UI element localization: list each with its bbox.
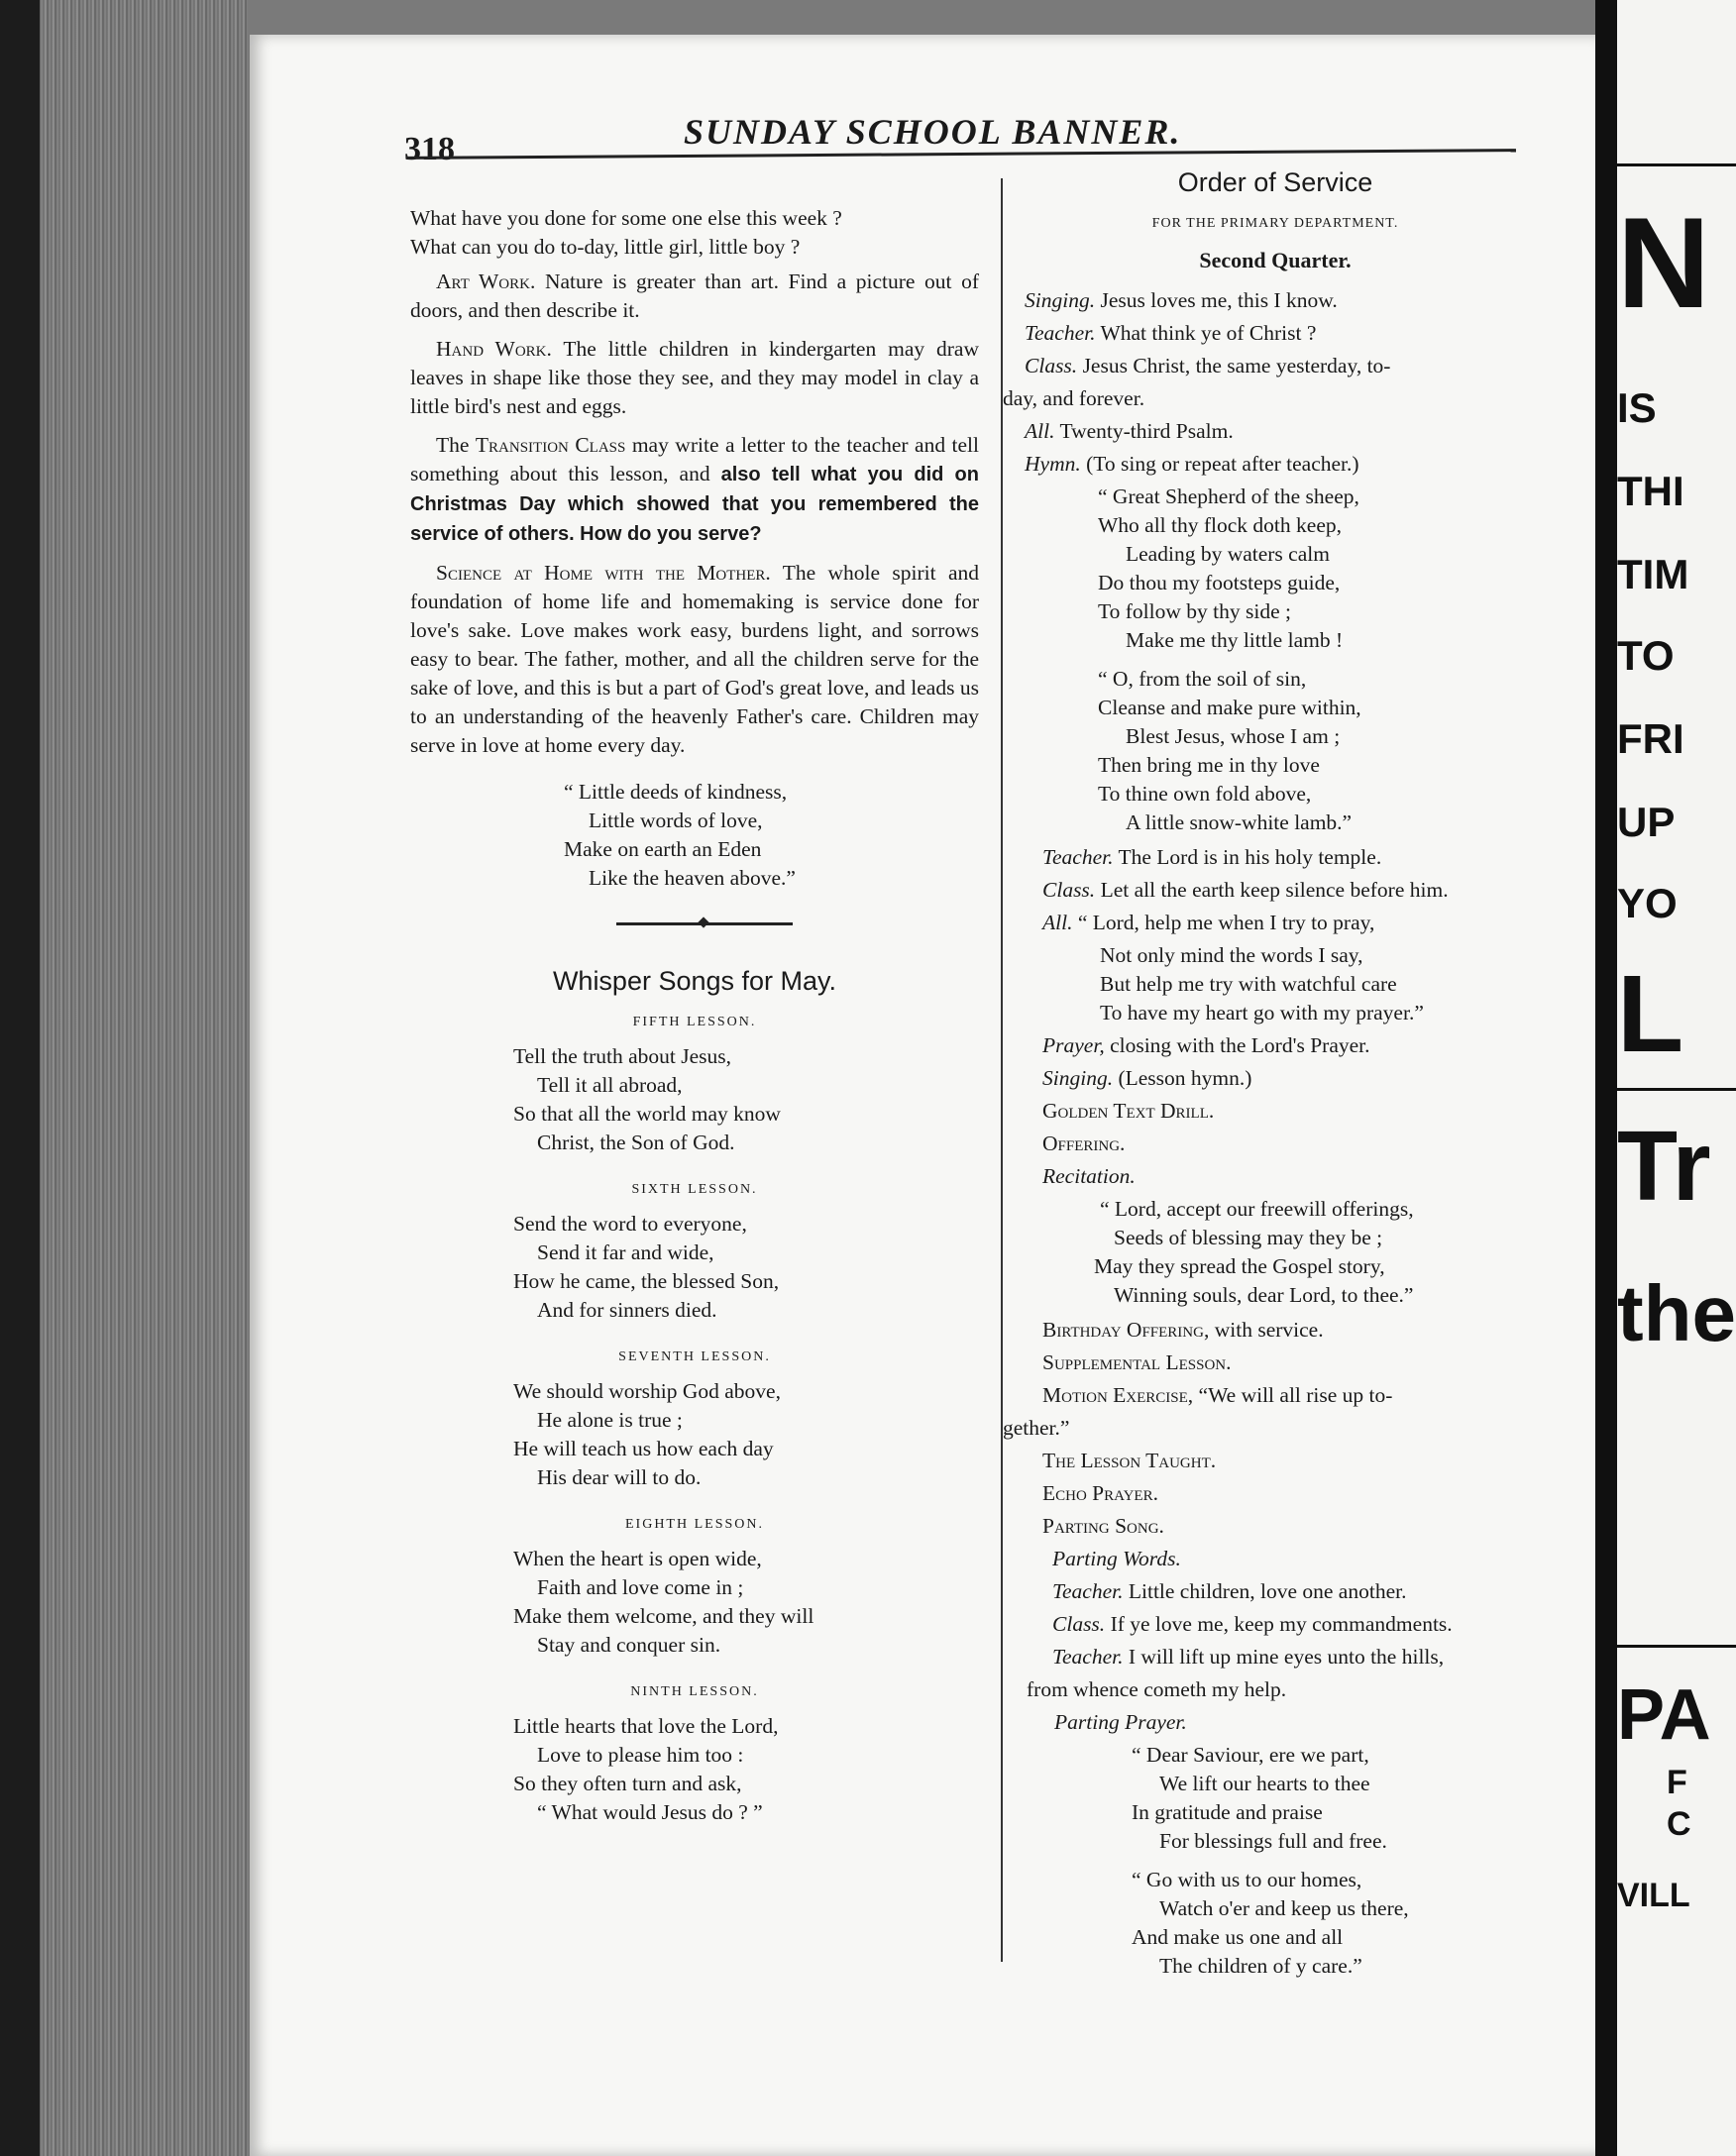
hymn-line: Cleanse and make pure within, <box>1098 696 1361 719</box>
lesson-line: So they often turn and ask, <box>513 1772 742 1795</box>
next-page-text: VILL <box>1617 1877 1690 1914</box>
role-label: All. <box>1042 911 1073 934</box>
next-page-text: THI <box>1617 468 1684 514</box>
hymn-line: Then bring me in thy love <box>1098 753 1320 777</box>
line-text: Little children, love one another. <box>1123 1579 1407 1603</box>
left-column <box>410 204 979 1827</box>
lesson-line: Christ, the Son of God. <box>537 1131 735 1154</box>
lesson-line: How he came, the blessed Son, <box>513 1269 780 1293</box>
line-text: Twenty-third Psalm. <box>1054 419 1234 443</box>
hymn-line: A little snow-white lamb.” <box>1126 810 1353 834</box>
art-work-paragraph <box>410 268 979 325</box>
prayer-line: To have my heart go with my prayer.” <box>1100 1001 1424 1024</box>
service-line <box>1003 876 1548 905</box>
poem-line: Little words of love, <box>589 808 763 832</box>
role-label: Teacher. <box>1052 1645 1124 1669</box>
lesson-line: He will teach us how each day <box>513 1437 774 1460</box>
line-text: Jesus loves me, this I know. <box>1095 288 1338 312</box>
parting-prayer-line: In gratitude and praise <box>1132 1800 1323 1824</box>
service-line <box>1003 417 1548 446</box>
transition-class-paragraph <box>410 431 979 549</box>
role-label: All. <box>1025 419 1055 443</box>
lesson-eighth <box>410 1510 979 1660</box>
hymn-line: Make me thy little lamb ! <box>1126 628 1344 652</box>
role-label: Singing. <box>1042 1066 1114 1090</box>
lesson-seventh <box>410 1343 979 1492</box>
lesson-fifth <box>410 1008 979 1157</box>
next-page-text: N <box>1617 190 1710 335</box>
service-line <box>1003 352 1548 380</box>
lesson-sixth <box>410 1175 979 1325</box>
role-label: Teacher. <box>1025 321 1096 345</box>
offering: Offering. <box>1042 1132 1126 1155</box>
service-line <box>1003 286 1548 315</box>
next-page-text: L <box>1617 953 1684 1075</box>
next-page-text: C <box>1667 1805 1691 1843</box>
kindness-poem <box>410 778 979 893</box>
intro-line: What have you done for some one else this week ? <box>410 206 842 230</box>
next-page-text: PA <box>1617 1675 1711 1755</box>
lesson-line: Stay and conquer sin. <box>537 1633 721 1657</box>
recitation-line: Seeds of blessing may they be ; <box>1114 1226 1383 1249</box>
line-text: with service. <box>1209 1318 1324 1342</box>
service-line <box>1003 1316 1548 1345</box>
lesson-line: So that all the world may know <box>513 1102 781 1126</box>
hand-work-label: Hand Work. <box>436 337 552 361</box>
lesson-line: Tell the truth about Jesus, <box>513 1044 732 1068</box>
service-line <box>1003 319 1548 348</box>
hymn-line: “ O, from the soil of sin, <box>1098 667 1307 691</box>
line-text: “We will all rise up to- <box>1193 1383 1393 1407</box>
parting-prayer-line: And make us one and all <box>1132 1925 1344 1949</box>
hymn-line: Leading by waters calm <box>1126 542 1330 566</box>
lesson-taught: The Lesson Taught. <box>1042 1449 1217 1472</box>
role-label: Singing. <box>1025 288 1096 312</box>
parting-prayer-line: “ Dear Saviour, ere we part, <box>1132 1743 1369 1767</box>
parting-words: Parting Words. <box>1052 1547 1181 1570</box>
line-text: Jesus Christ, the same yesterday, to- <box>1077 354 1391 377</box>
line-text: closing with the Lord's Prayer. <box>1104 1033 1370 1057</box>
line-text: (Lesson hymn.) <box>1113 1066 1252 1090</box>
recitation-label: Recitation. <box>1042 1164 1136 1188</box>
line-text: If ye love me, keep my commandments. <box>1105 1612 1453 1636</box>
service-line <box>1003 1381 1548 1410</box>
prayer-line: Not only mind the words I say, <box>1100 943 1363 967</box>
role-label: Prayer, <box>1042 1033 1105 1057</box>
line-text: I will lift up mine eyes unto the hills, <box>1123 1645 1445 1669</box>
role-label: Class. <box>1052 1612 1106 1636</box>
parting-prayer-line: “ Go with us to our homes, <box>1132 1868 1362 1891</box>
page-number: 318 <box>404 131 455 167</box>
hymn-verse-2 <box>1003 665 1548 837</box>
hymn-line: Blest Jesus, whose I am ; <box>1126 724 1341 748</box>
lesson-line: And for sinners died. <box>537 1298 717 1322</box>
adjacent-page <box>1617 0 1736 2156</box>
lesson-line: Send the word to everyone, <box>513 1212 747 1236</box>
parting-prayer-line: Watch o'er and keep us there, <box>1159 1896 1409 1920</box>
role-label: Birthday Offering, <box>1042 1318 1210 1342</box>
next-page-text: Tr <box>1617 1111 1711 1222</box>
parting-prayer-label: Parting Prayer. <box>1054 1710 1187 1734</box>
all-prayer-verse <box>1003 941 1548 1027</box>
service-line <box>1003 1577 1548 1606</box>
supplemental-lesson: Supplemental Lesson. <box>1042 1350 1232 1374</box>
recitation-verse <box>1003 1195 1548 1310</box>
service-line-cont: gether.” <box>1003 1416 1070 1440</box>
next-page-text: TIM <box>1617 551 1689 597</box>
lesson-line: Tell it all abroad, <box>537 1073 683 1097</box>
lesson-line: Love to please him too : <box>537 1743 744 1767</box>
service-line <box>1003 1643 1548 1671</box>
line-text: (To sing or repeat after teacher.) <box>1080 452 1359 476</box>
transition-pre: The <box>436 433 476 457</box>
parting-prayer-verse-2 <box>1003 1866 1548 1981</box>
line-text: What think ye of Christ ? <box>1095 321 1317 345</box>
lesson-heading: SEVENTH LESSON. <box>618 1349 771 1364</box>
lesson-heading: EIGHTH LESSON. <box>625 1517 764 1532</box>
poem-line: Like the heaven above.” <box>589 866 796 890</box>
transition-class-label: Transition Class <box>475 433 626 457</box>
echo-prayer: Echo Prayer. <box>1042 1481 1158 1505</box>
golden-text-drill: Golden Text Drill. <box>1042 1099 1215 1123</box>
order-of-service-title: Order of Service <box>1177 167 1373 197</box>
line-text: Let all the earth keep silence before him. <box>1095 878 1449 902</box>
line-text: “ Lord, help me when I try to pray, <box>1077 911 1375 934</box>
lesson-line: We should worship God above, <box>513 1379 781 1403</box>
role-label: Class. <box>1025 354 1078 377</box>
service-line <box>1003 843 1548 872</box>
parting-prayer-line: We lift our hearts to thee <box>1159 1772 1370 1795</box>
next-page-text: FRI <box>1617 715 1684 762</box>
next-page-rule <box>1617 1645 1736 1648</box>
next-page-text: F <box>1667 1764 1687 1801</box>
role-label: Hymn. <box>1025 452 1081 476</box>
service-line <box>1003 1610 1548 1639</box>
service-line <box>1003 450 1548 479</box>
service-line <box>1003 1064 1548 1093</box>
role-label: Motion Exercise, <box>1042 1383 1194 1407</box>
hymn-verse-1 <box>1003 483 1548 655</box>
book-cover-edge <box>0 0 40 2156</box>
lesson-line: “ What would Jesus do ? ” <box>537 1800 763 1824</box>
hymn-line: “ Great Shepherd of the sheep, <box>1098 485 1359 508</box>
recitation-line: “ Lord, accept our freewill offerings, <box>1100 1197 1414 1221</box>
parting-prayer-line: For blessings full and free. <box>1159 1829 1387 1853</box>
hand-work-text: The little children in kindergarten may draw leaves in shape like those they see, and they may model in clay a little bird's nest and eggs. <box>410 337 979 418</box>
art-work-label: Art Work. <box>436 270 536 293</box>
lesson-line: Faith and love come in ; <box>537 1575 744 1599</box>
service-line-cont: from whence cometh my help. <box>1027 1677 1287 1701</box>
science-label: Science at Home with the Mother. <box>436 561 771 585</box>
science-paragraph <box>410 559 979 760</box>
role-label: Teacher. <box>1042 845 1114 869</box>
order-subtitle: FOR THE PRIMARY DEPARTMENT. <box>1151 216 1399 231</box>
hymn-line: To thine own fold above, <box>1098 782 1312 806</box>
quarter-heading: Second Quarter. <box>1199 248 1352 272</box>
hymn-line: Who all thy flock doth keep, <box>1098 513 1342 537</box>
parting-prayer-verse-1 <box>1003 1741 1548 1856</box>
recitation-line: May they spread the Gospel story, <box>1094 1254 1385 1278</box>
lesson-line: His dear will to do. <box>537 1465 702 1489</box>
recitation-line: Winning souls, dear Lord, to thee.” <box>1114 1283 1414 1307</box>
role-label: Teacher. <box>1052 1579 1124 1603</box>
line-text: The Lord is in his holy temple. <box>1113 845 1382 869</box>
running-head: SUNDAY SCHOOL BANNER. <box>684 112 1182 152</box>
lesson-heading: FIFTH LESSON. <box>632 1015 757 1029</box>
next-page-rule <box>1617 163 1736 166</box>
next-page-text: IS <box>1617 384 1657 431</box>
parting-prayer-line: The children of y care.” <box>1159 1954 1362 1978</box>
art-work-text: Nature is greater than art. Find a picture out of doors, and then describe it. <box>410 270 980 322</box>
lesson-ninth <box>410 1677 979 1827</box>
book-gutter <box>1595 0 1617 2156</box>
transition-text: may write a letter to the teacher and tell something about this lesson, and <box>410 433 980 485</box>
lesson-heading: SIXTH LESSON. <box>631 1182 758 1197</box>
lesson-line: Little hearts that love the Lord, <box>513 1714 779 1738</box>
role-label: Class. <box>1042 878 1096 902</box>
service-line <box>1003 1031 1548 1060</box>
lesson-line: Send it far and wide, <box>537 1240 714 1264</box>
lesson-line: When the heart is open wide, <box>513 1547 762 1570</box>
poem-line: Make on earth an Eden <box>564 837 762 861</box>
service-line-cont: day, and forever. <box>1003 386 1145 410</box>
prayer-line: But help me try with watchful care <box>1100 972 1397 996</box>
lesson-heading: NINTH LESSON. <box>630 1684 759 1699</box>
intro-line: What can you do to-day, little girl, little boy ? <box>410 235 801 259</box>
science-text: The whole spirit and foundation of home life and homemaking is service done for love's sake. Love makes work easy, burdens light, and sorrows easy to bear. The father, mother, and all the children serve for the sake of love, and this is but a part of God's great love, and leads us to an understanding of the heavenly Father's care. Children may serve in love at home every day. <box>410 561 979 757</box>
lesson-line: He alone is true ; <box>537 1408 683 1432</box>
right-column <box>1003 168 1548 1981</box>
section-ornament <box>616 922 793 925</box>
next-page-text: UP <box>1617 799 1676 845</box>
next-page-text: TO <box>1617 632 1675 679</box>
hand-work-paragraph <box>410 335 979 421</box>
poem-line: “ Little deeds of kindness, <box>564 780 788 804</box>
hymn-line: To follow by thy side ; <box>1098 599 1291 623</box>
next-page-text: YO <box>1617 880 1678 926</box>
whisper-songs-title: Whisper Songs for May. <box>552 966 837 996</box>
transition-bold-text: also tell what you did on Christmas Day which showed that you remembered the service of others. How do you serve? <box>410 464 979 545</box>
hymn-line: Do thou my footsteps guide, <box>1098 571 1341 594</box>
next-page-text: the <box>1617 1269 1736 1357</box>
lesson-line: Make them welcome, and they will <box>513 1604 814 1628</box>
parting-song: Parting Song. <box>1042 1514 1164 1538</box>
next-page-rule <box>1617 1088 1736 1091</box>
service-line <box>1003 909 1548 937</box>
